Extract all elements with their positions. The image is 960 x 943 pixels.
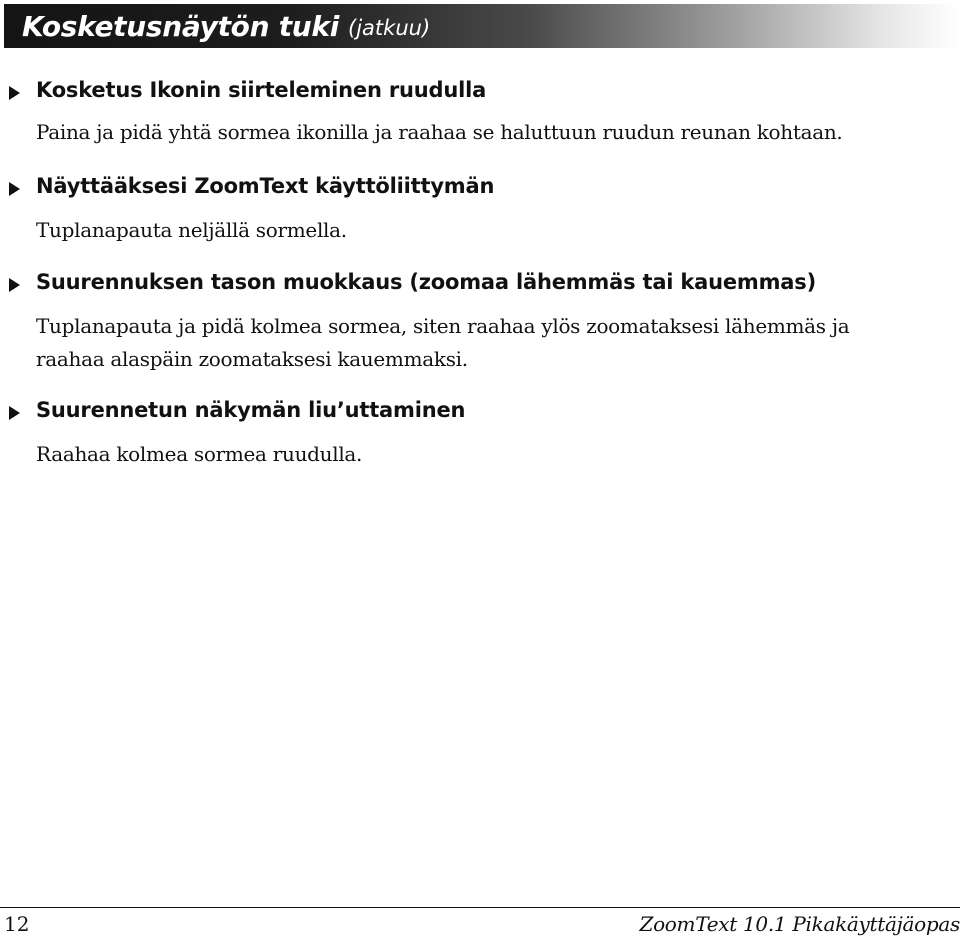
topic-move-icon xyxy=(0,78,960,144)
bullet-arrow-icon xyxy=(9,182,20,196)
topic-body-line: Tuplanapauta neljällä sormella. xyxy=(36,218,347,242)
document-title: ZoomText 10.1 Pikakäyttäjäopas xyxy=(639,912,960,936)
section-title: Kosketusnäytön tuki xyxy=(22,9,340,43)
topic-heading: Kosketus Ikonin siirteleminen ruudulla xyxy=(36,78,487,102)
bullet-arrow-icon xyxy=(9,406,20,420)
bullet-arrow-icon xyxy=(9,86,20,100)
topic-show-ui xyxy=(0,174,960,242)
footer-divider xyxy=(0,907,960,908)
topic-pan-view xyxy=(0,398,960,466)
page-number: 12 xyxy=(4,912,30,936)
section-header-bar xyxy=(4,4,960,48)
topic-body-line: Paina ja pidä yhtä sormea ikonilla ja raahaa se haluttuun ruudun reunan kohtaan. xyxy=(36,120,843,144)
topic-heading: Suurennetun näkymän liu’uttaminen xyxy=(36,398,466,422)
bullet-arrow-icon xyxy=(9,278,20,292)
topic-body-line: Raahaa kolmea sormea ruudulla. xyxy=(36,442,363,466)
topic-heading: Suurennuksen tason muokkaus (zoomaa lähemmäs tai kauemmas) xyxy=(36,270,816,294)
section-subtitle: (jatkuu) xyxy=(348,15,431,40)
topic-body-line: Tuplanapauta ja pidä kolmea sormea, siten raahaa ylös zoomataksesi lähemmäs ja xyxy=(36,314,850,338)
topic-heading: Näyttääksesi ZoomText käyttöliittymän xyxy=(36,174,495,198)
topic-body-line: raahaa alaspäin zoomataksesi kauemmaksi. xyxy=(36,347,468,371)
topic-adjust-zoom xyxy=(0,270,960,371)
